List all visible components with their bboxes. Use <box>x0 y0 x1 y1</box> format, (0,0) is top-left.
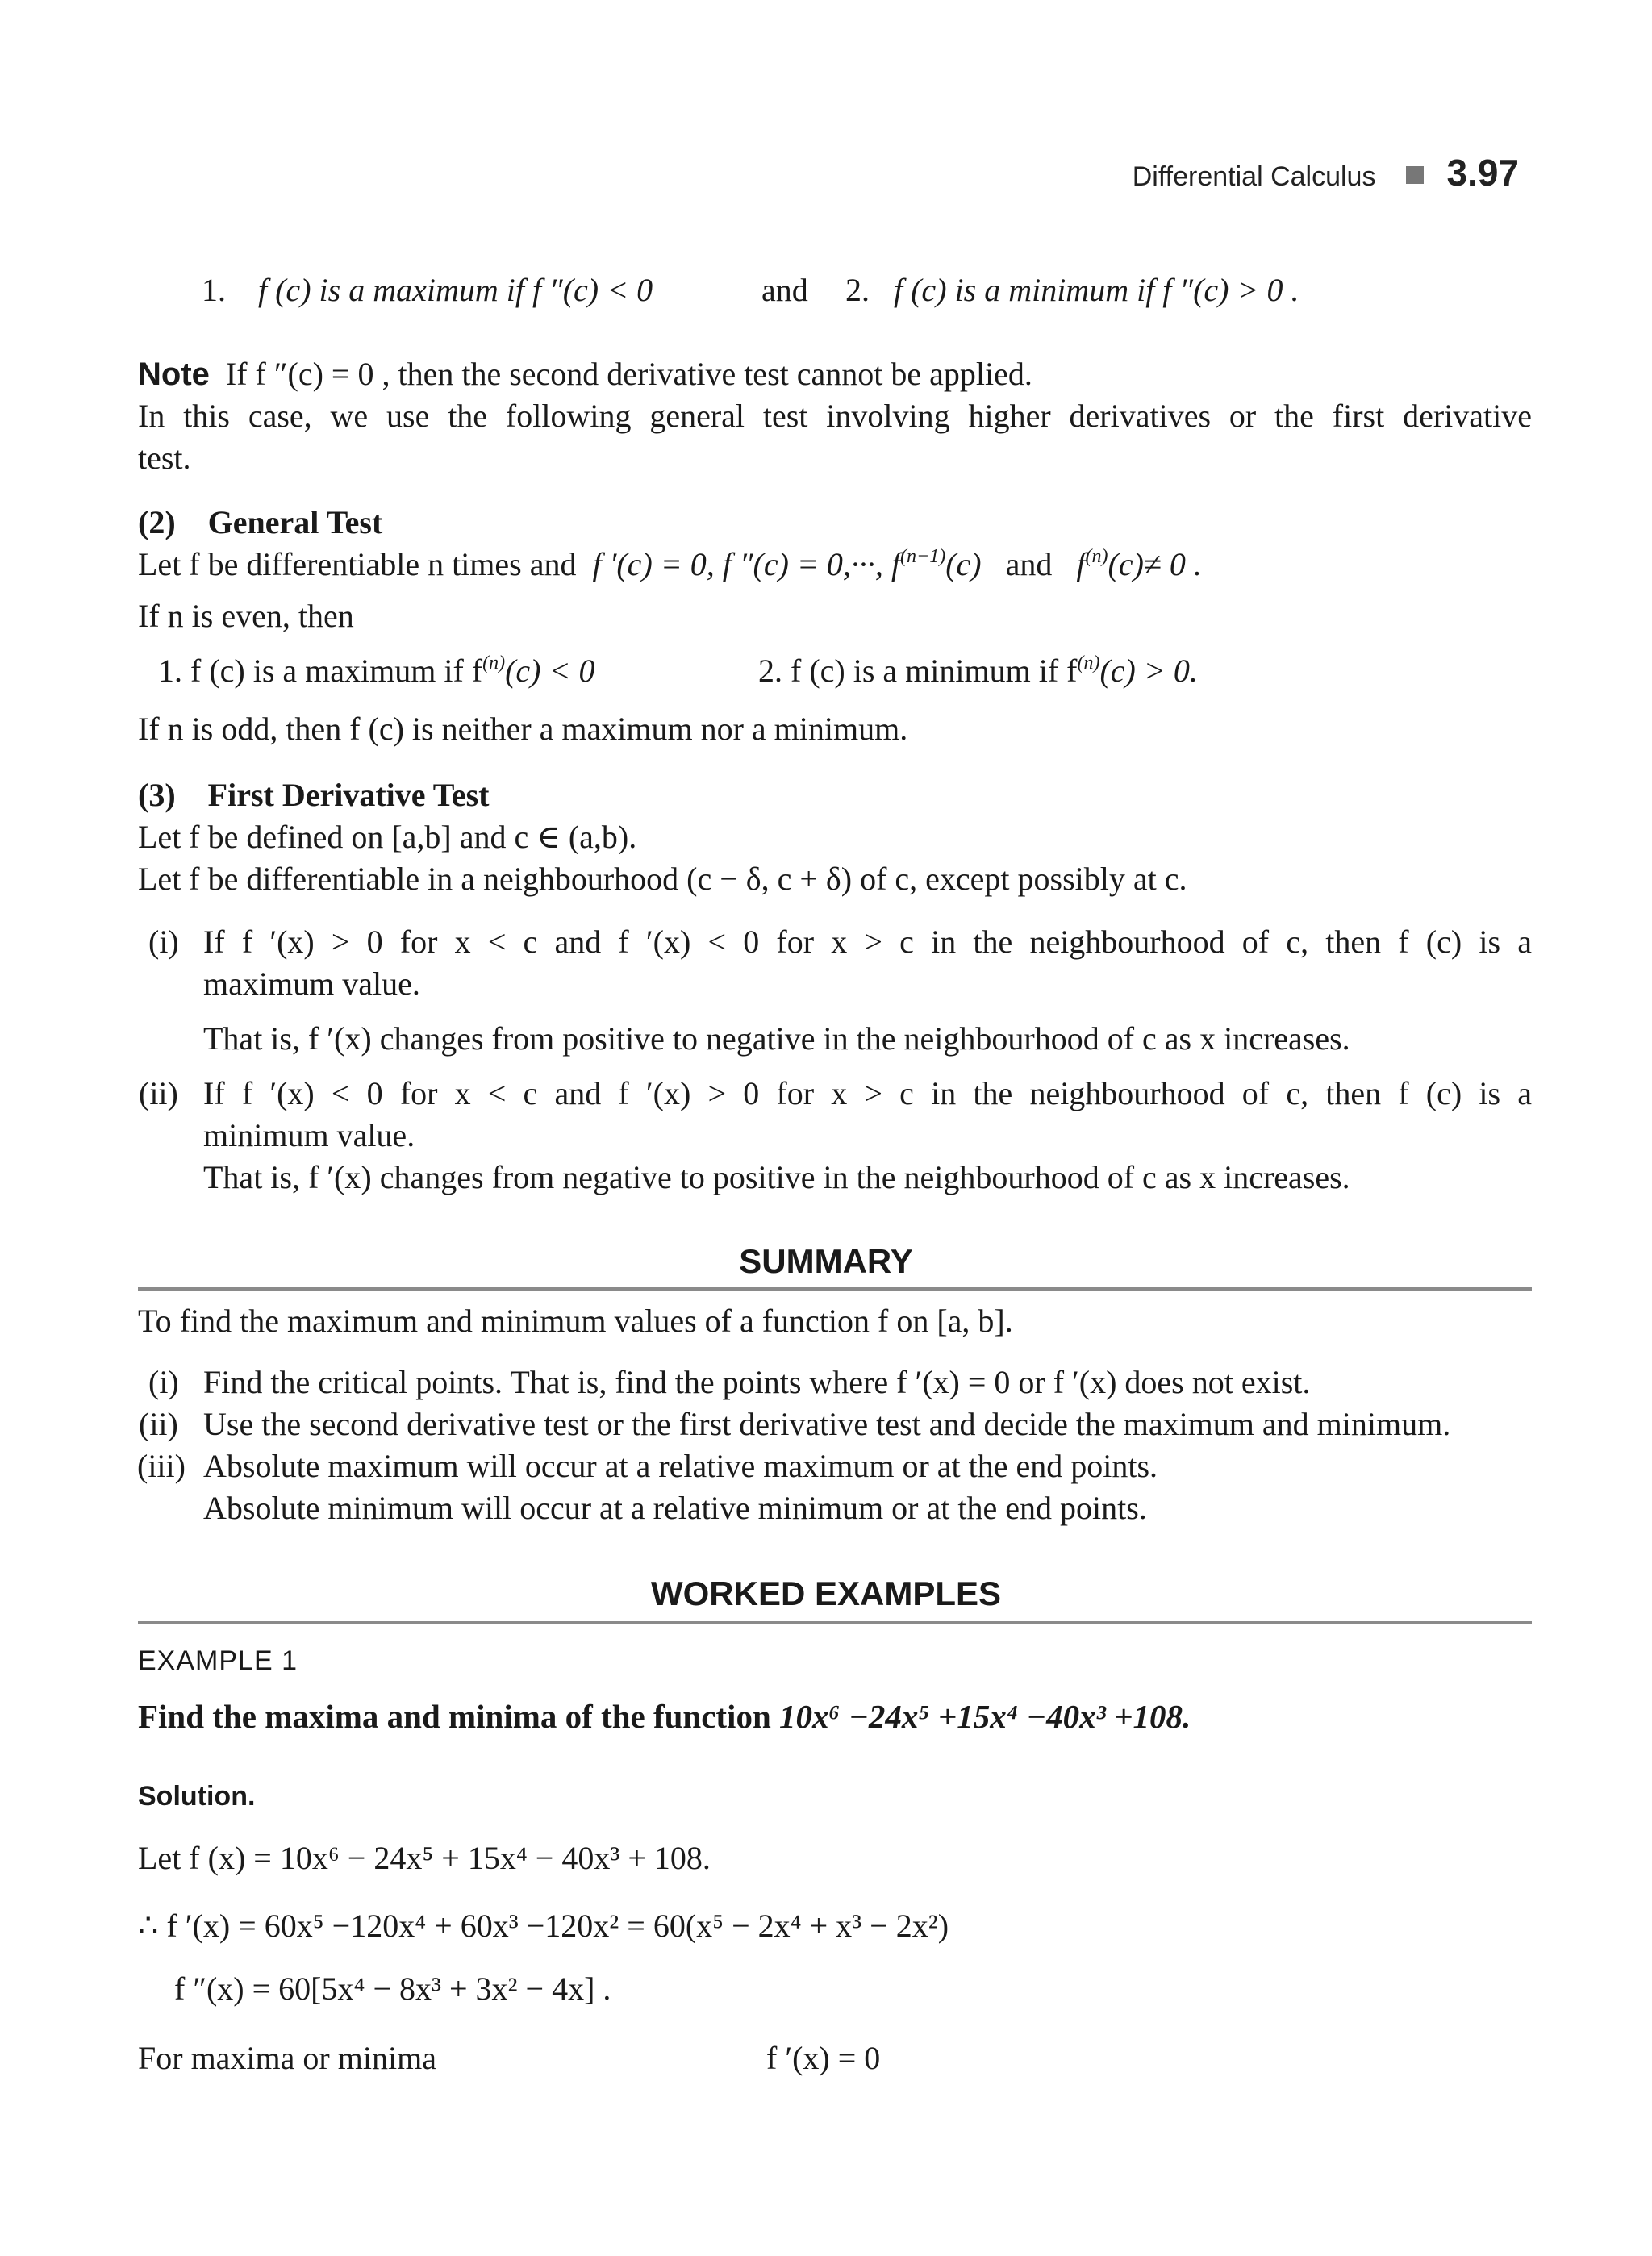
summary-heading: SUMMARY <box>739 1242 913 1280</box>
first-derivative-test-heading <box>138 774 489 816</box>
summary-item-2-text: Use the second derivative test or the first derivative test and decide the maximum and minimum. <box>203 1406 1451 1442</box>
summary-item-1-label: (i) <box>148 1364 179 1400</box>
page-number: 3.97 <box>1446 152 1519 194</box>
solution-label: Solution. <box>138 1781 256 1812</box>
solution-line-2: ∴ f ′(x) = 60x⁵ −120x⁴ + 60x³ −120x² = 60(x⁵ − 2x⁴ + x³ − 2x²) <box>138 1908 949 1944</box>
second-derivative-connector: and <box>761 272 808 308</box>
example-problem: Find the maxima and minima of the function 10x⁶ −24x⁵ +15x⁴ −40x³ +108. <box>138 1698 1191 1735</box>
summary-item-3-label: (iii) <box>137 1448 186 1484</box>
first-derivative-line-1: Let f be defined on [a,b] and c ∈ (a,b). <box>138 819 637 855</box>
section-title: General Test <box>207 504 383 540</box>
note-label: Note <box>138 357 210 392</box>
item-i-line-2: maximum value. <box>203 965 420 1002</box>
square-bullet-icon <box>1406 166 1424 184</box>
summary-item-1-text: Find the critical points. That is, find the points where f ′(x) = 0 or f ′(x) does not exist. <box>203 1364 1311 1400</box>
note-line-2: In this case, we use the following general test involving higher derivatives or the first derivative <box>138 398 1532 434</box>
example-label: EXAMPLE 1 <box>138 1645 298 1676</box>
section-number: (2) <box>138 504 176 540</box>
general-test-odd-line: If n is odd, then f (c) is neither a maximum nor a minimum. <box>138 711 908 747</box>
first-derivative-line-2: Let f be differentiable in a neighbourhood (c − δ, c + δ) of c, except possibly at c. <box>138 861 1187 897</box>
note-line-1 <box>138 353 1032 395</box>
item-i-line-1: If f ′(x) > 0 for x < c and f ′(x) < 0 for x > c in the neighbourhood of c, then f (c) is a <box>203 924 1532 960</box>
worked-examples-heading: WORKED EXAMPLES <box>650 1574 1002 1612</box>
note-text: If f ″(c) = 0 , then the second derivative test cannot be applied. <box>225 356 1032 392</box>
section-number: (3) <box>138 777 176 813</box>
general-test-even-line: If n is even, then <box>138 598 354 634</box>
general-test-item-2: 2. f (c) is a minimum if $f^{(n)}(c) > 0$. <box>758 653 1198 689</box>
summary-item-2-label: (ii) <box>139 1406 178 1442</box>
section-title: First Derivative Test <box>207 777 490 813</box>
solution-line-1: Let f (x) = 10x⁶ − 24x⁵ + 15x⁴ − 40x³ + 108. <box>138 1840 711 1876</box>
summary-item-3-line-2: Absolute minimum will occur at a relative minimum or at the end points. <box>203 1490 1147 1526</box>
second-derivative-item-2: 2. f (c) is a minimum if f ″(c) > 0 . <box>845 272 1299 308</box>
item-ii-line-2: minimum value. <box>203 1117 415 1153</box>
worked-examples-rule <box>138 1621 1532 1624</box>
summary-rule <box>138 1287 1532 1291</box>
general-test-line-1: Let f be differentiable n times and f ′(c) = 0, f ″(c) = 0,···, $f^{(n-1)}(c)$ and $f^{(n)}(c)\ne 0$ . <box>138 546 1202 582</box>
solution-line-4-left: For maxima or minima <box>138 2040 436 2076</box>
solution-line-3: f ″(x) = 60[5x⁴ − 8x³ + 3x² − 4x] . <box>174 1970 611 2007</box>
solution-line-4-right: f ′(x) = 0 <box>766 2040 881 2076</box>
item-ii-line-1: If f ′(x) < 0 for x < c and f ′(x) > 0 for x > c in the neighbourhood of c, then f (c) is a <box>203 1075 1532 1111</box>
running-head <box>1133 151 1519 194</box>
summary-intro: To find the maximum and minimum values of a function f on [a, b]. <box>138 1303 1013 1339</box>
item-ii-label: (ii) <box>139 1075 178 1111</box>
summary-item-3-text: Absolute maximum will occur at a relative maximum or at the end points. <box>203 1448 1158 1484</box>
item-ii-line-3: That is, f ′(x) changes from negative to positive in the neighbourhood of c as x increases. <box>203 1159 1350 1195</box>
general-test-heading <box>138 502 382 544</box>
second-derivative-item-1: 1. f (c) is a maximum if f ″(c) < 0 <box>202 272 653 308</box>
item-i-line-3: That is, f ′(x) changes from positive to negative in the neighbourhood of c as x increases. <box>203 1020 1350 1057</box>
running-title: Differential Calculus <box>1132 161 1376 192</box>
item-i-label: (i) <box>148 924 179 960</box>
general-test-item-1: 1. f (c) is a maximum if $f^{(n)}(c) < 0$ <box>158 653 595 689</box>
note-line-3: test. <box>138 440 191 476</box>
